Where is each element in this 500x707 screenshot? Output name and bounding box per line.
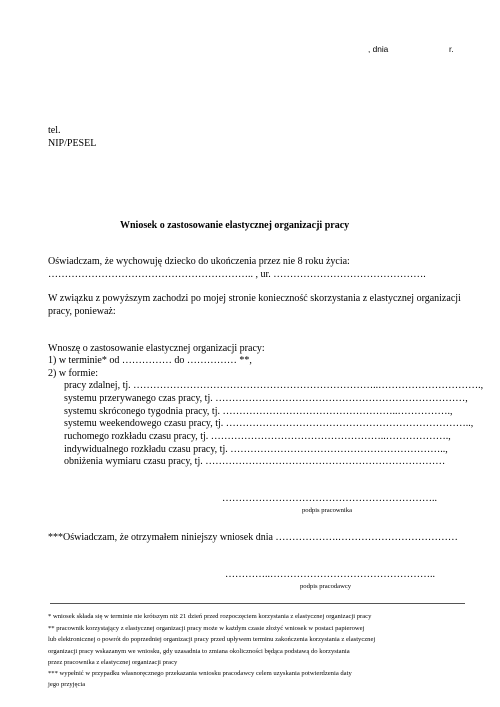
footnote-1: * wniosek składa się w terminie nie krótszym niż 21 dzień przed rozpoczęciem korzystania z elastycznej organizacji pracy xyxy=(48,613,372,620)
footnote-2-line2: lub elektronicznej o powrót do poprzedniej organizacji pracy przed upływem terminu zakończenia korzystania z elastycznej xyxy=(48,636,376,643)
form-option-short-week: systemu skróconego tygodnia pracy, tj. ……………………………………………..……………., xyxy=(64,406,453,417)
form-line: 2) w formie: xyxy=(48,368,98,379)
footnote-2-line1: ** pracownik korzystający z elastycznej organizacji pracy może w każdym czasie złożyć wniosek w postaci papierowej xyxy=(48,625,365,632)
form-option-reduced-hours: obniżenia wymiaru czasu pracy, tj. ……………………………………………………………… xyxy=(64,456,446,467)
footnote-3-line1: *** wypełnić w przypadku własnoręcznego przekazania wniosku pracodawcy celem uzyskania potwierdzenia daty xyxy=(48,670,352,677)
employee-signature-line: ……………………………………………………….. xyxy=(222,493,437,504)
employee-signature-label: podpis pracownika xyxy=(302,507,352,514)
request-intro: Wnoszę o zastosowanie elastycznej organizacji pracy: xyxy=(48,343,265,354)
place-date-label: , dnia xyxy=(368,44,389,54)
footnote-separator xyxy=(50,603,465,604)
year-suffix: r. xyxy=(449,44,454,54)
nip-pesel-label: NIP/PESEL xyxy=(48,138,97,149)
form-option-weekend: systemu weekendowego czasu pracy, tj. ……………………………………………………………….., xyxy=(64,418,474,429)
footnote-3-line2: jego przyjęcia xyxy=(48,681,86,688)
form-option-flexible-schedule: ruchomego rozkładu czasu pracy, tj. ……………………………………………..………………., xyxy=(64,431,451,442)
tel-label: tel. xyxy=(48,125,61,136)
employer-signature-line: …………..………………………………………….. xyxy=(225,569,435,580)
form-option-remote: pracy zdalnej, tj. ………………………………………………………………..…………………………., xyxy=(64,380,484,391)
term-line: 1) w terminie* od …………… do …………… **, xyxy=(48,355,252,366)
employer-signature-label: podpis pracodawcy xyxy=(300,583,352,590)
footnote-2-line3: organizacji pracy wskazanym we wniosku, gdy uzasadnia to zmiana okoliczności będąca podstawą do korzystania xyxy=(48,648,350,655)
form-option-interrupted: systemu przerywanego czas pracy, tj. …………………………………………………………………, xyxy=(64,393,468,404)
child-name-dob-line: …………………………………………………….. , ur. ………………………………………. xyxy=(48,269,426,280)
reason-text-line1: W związku z powyższym zachodzi po mojej stronie konieczność skorzystania z elastycznej organizacji xyxy=(48,293,461,304)
receipt-statement: ***Oświadczam, że otrzymałem niniejszy wniosek dnia ……………….……………………………… xyxy=(48,532,458,543)
declaration-text: Oświadczam, że wychowuję dziecko do ukończenia przez nie 8 roku życia: xyxy=(48,256,350,267)
footnote-2-line4: przez pracownika z elastycznej organizacji pracy xyxy=(48,659,178,666)
document-title: Wniosek o zastosowanie elastycznej organizacji pracy xyxy=(120,220,350,231)
reason-text-line2: pracy, ponieważ: xyxy=(48,306,116,317)
form-option-individual-schedule: indywidualnego rozkładu czasu pracy, tj. ……………………………………………………….., xyxy=(64,444,448,455)
